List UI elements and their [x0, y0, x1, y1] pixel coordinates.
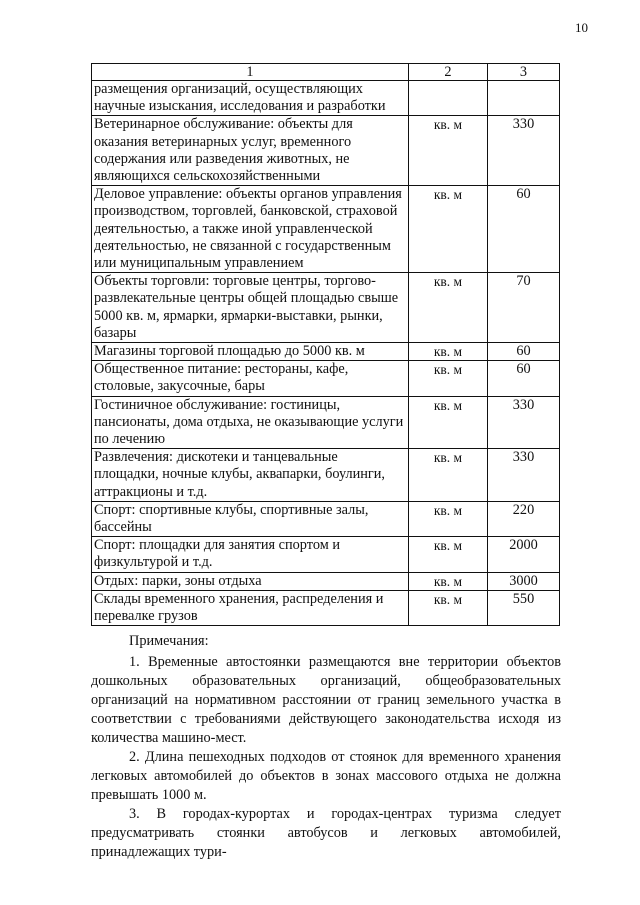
- unit-cell: кв. м: [409, 537, 488, 572]
- norms-table: [91, 63, 560, 626]
- note-item: 2. Длина пешеходных подходов от стоянок для временного хранения легковых автомобилей до объектов в зонах массового отдыха не должна превышать 1000 м.: [91, 749, 561, 803]
- column-header-3: 3: [488, 64, 560, 81]
- object-type-cell: размещения организаций, осуществляющих научные изыскания, исследования и разработки: [92, 81, 409, 116]
- unit-cell: кв. м: [409, 273, 488, 343]
- table-row: [92, 273, 560, 343]
- object-type-cell: Деловое управление: объекты органов управления производством, торговлей, банковской, страховой деятельностью, а также иной управленческой деятельностью, не связанной с государственным или муниципальным управлением: [92, 186, 409, 273]
- norm-value-cell: 550: [488, 590, 560, 625]
- table-row: [92, 81, 560, 116]
- table-row: [92, 537, 560, 572]
- table-row: [92, 396, 560, 449]
- norm-value-cell: 330: [488, 116, 560, 186]
- table-row: [92, 572, 560, 590]
- note-item: 1. Временные автостоянки размещаются вне территории объектов дошкольных образовательных организаций, общеобразовательных организаций на нормативном расстоянии от границ земельного участка в соответствии с требованиями действующего законодательства исходя из количества машино-мест.: [91, 654, 561, 746]
- norm-value-cell: 60: [488, 361, 560, 396]
- page-number: 10: [575, 20, 588, 35]
- object-type-cell: Спорт: площадки для занятия спортом и физкультурой и т.д.: [92, 537, 409, 572]
- unit-cell: кв. м: [409, 343, 488, 361]
- unit-cell: кв. м: [409, 449, 488, 502]
- table-row: [92, 361, 560, 396]
- notes-section: [91, 632, 561, 862]
- object-type-cell: Отдых: парки, зоны отдыха: [92, 572, 409, 590]
- unit-cell: кв. м: [409, 116, 488, 186]
- norm-value-cell: 60: [488, 343, 560, 361]
- unit-cell: кв. м: [409, 396, 488, 449]
- object-type-cell: Общественное питание: рестораны, кафе, столовые, закусочные, бары: [92, 361, 409, 396]
- table-row: [92, 343, 560, 361]
- norm-value-cell: 70: [488, 273, 560, 343]
- norm-value-cell: 220: [488, 501, 560, 536]
- object-type-cell: Ветеринарное обслуживание: объекты для оказания ветеринарных услуг, временного содержания или разведения животных, не являющихся сельскохозяйственными: [92, 116, 409, 186]
- table-row: [92, 116, 560, 186]
- unit-cell: кв. м: [409, 572, 488, 590]
- object-type-cell: Объекты торговли: торговые центры, торгово-развлекательные центры общей площадью свыше 5000 кв. м, ярмарки, ярмарки-выставки, рынки, базары: [92, 273, 409, 343]
- norm-value-cell: 330: [488, 396, 560, 449]
- norm-value-cell: 330: [488, 449, 560, 502]
- unit-cell: кв. м: [409, 186, 488, 273]
- notes-title: Примечания:: [129, 633, 209, 649]
- column-header-1: 1: [92, 64, 409, 81]
- norm-value-cell: [488, 81, 560, 116]
- note-item: 3. В городах-курортах и городах-центрах туризма следует предусматривать стоянки автобусов и легковых автомобилей, принадлежащих тури-: [91, 806, 561, 860]
- object-type-cell: Магазины торговой площадью до 5000 кв. м: [92, 343, 409, 361]
- norm-value-cell: 2000: [488, 537, 560, 572]
- column-header-2: 2: [409, 64, 488, 81]
- table-row: [92, 186, 560, 273]
- unit-cell: кв. м: [409, 501, 488, 536]
- object-type-cell: Склады временного хранения, распределения и перевалке грузов: [92, 590, 409, 625]
- object-type-cell: Спорт: спортивные клубы, спортивные залы, бассейны: [92, 501, 409, 536]
- object-type-cell: Развлечения: дискотеки и танцевальные площадки, ночные клубы, аквапарки, боулинги, аттракционы и т.д.: [92, 449, 409, 502]
- table-row: [92, 590, 560, 625]
- table-header-row: [92, 64, 560, 81]
- norm-value-cell: 3000: [488, 572, 560, 590]
- table-row: [92, 501, 560, 536]
- object-type-cell: Гостиничное обслуживание: гостиницы, пансионаты, дома отдыха, не оказывающие услуги по лечению: [92, 396, 409, 449]
- norm-value-cell: 60: [488, 186, 560, 273]
- unit-cell: [409, 81, 488, 116]
- unit-cell: кв. м: [409, 361, 488, 396]
- table-row: [92, 449, 560, 502]
- unit-cell: кв. м: [409, 590, 488, 625]
